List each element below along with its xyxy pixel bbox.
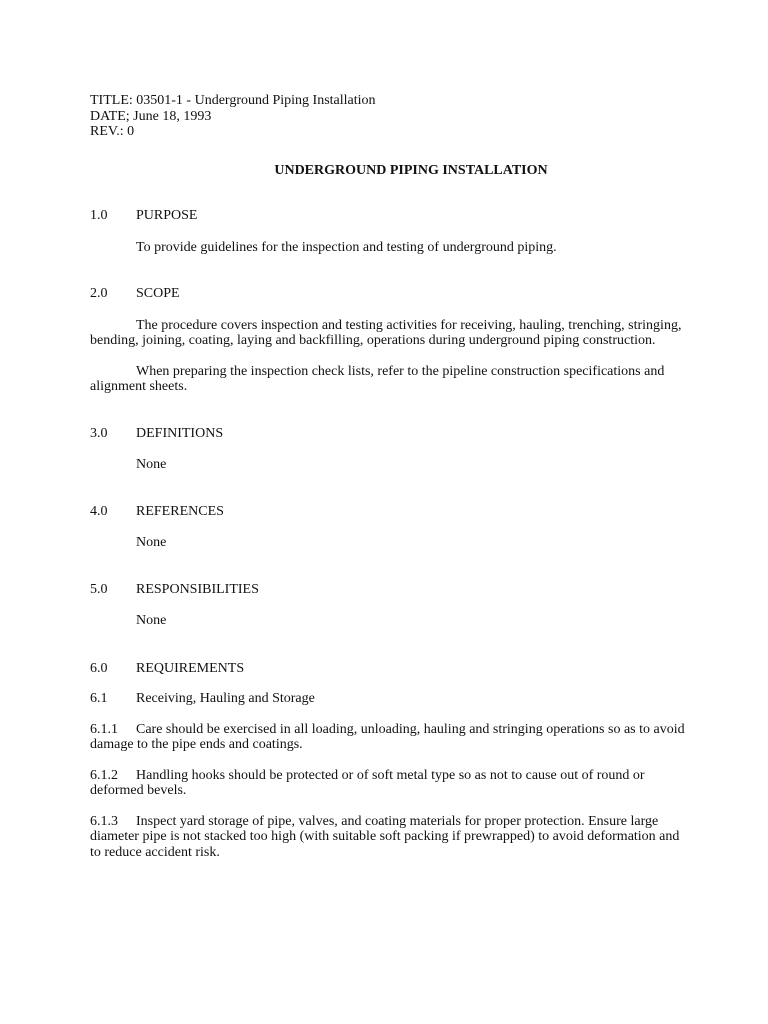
scope-paragraph-2: When preparing the inspection check lists, refer to the pipeline construction specifications and alignment sheets.	[90, 363, 665, 394]
references-text: None	[136, 535, 167, 550]
section-heading-definitions	[90, 426, 690, 442]
requirement-item-6-1-2	[90, 768, 690, 799]
section-number: 2.0	[90, 286, 108, 301]
section-title: SCOPE	[136, 286, 180, 301]
section-number: 1.0	[90, 208, 108, 223]
header-rev-line: REV.: 0	[90, 124, 135, 139]
responsibilities-text: None	[136, 613, 167, 628]
item-number: 6.1.2	[90, 767, 118, 783]
subsection-title: Receiving, Hauling and Storage	[136, 691, 315, 706]
section-title: PURPOSE	[136, 208, 198, 223]
document-title: UNDERGROUND PIPING INSTALLATION	[274, 162, 548, 178]
item-text: Handling hooks should be protected or of soft metal type so as not to cause out of round or deformed bevels.	[90, 767, 645, 798]
section-number: 4.0	[90, 503, 108, 519]
header-date-line: DATE; June 18, 1993	[90, 108, 212, 124]
purpose-text: To provide guidelines for the inspection and testing of underground piping.	[136, 239, 557, 255]
subsection-heading-receiving	[90, 691, 690, 707]
section-number: 5.0	[90, 581, 108, 597]
item-number: 6.1.3	[90, 813, 118, 829]
section-title: REFERENCES	[136, 503, 224, 519]
item-text: Inspect yard storage of pipe, valves, and coating materials for proper protection. Ensure large diameter pipe is not stacked too high (with suitable soft packing if prewrapped) to avoid deformation and to reduce accident risk.	[90, 813, 680, 860]
section-heading-purpose	[90, 208, 690, 224]
section-title: DEFINITIONS	[136, 425, 224, 441]
requirement-item-6-1-1	[90, 722, 690, 753]
document-page	[90, 93, 690, 860]
section-title: REQUIREMENTS	[136, 660, 245, 676]
section-heading-scope	[90, 286, 690, 302]
item-text: Care should be exercised in all loading, unloading, hauling and stringing operations so as to avoid damage to the pipe ends and coatings.	[90, 721, 685, 752]
subsection-number: 6.1	[90, 691, 108, 706]
section-number: 6.0	[90, 660, 108, 676]
definitions-text: None	[136, 457, 167, 472]
section-number: 3.0	[90, 425, 108, 441]
requirement-item-6-1-3	[90, 814, 690, 861]
scope-paragraph-1: The procedure covers inspection and testing activities for receiving, hauling, trenching, stringing, bending, joining, coating, laying and backfilling, operations during underground piping construction.	[90, 317, 682, 348]
document-header	[90, 93, 690, 140]
item-number: 6.1.1	[90, 721, 118, 737]
header-title-line: TITLE: 03501-1 - Underground Piping Installation	[90, 93, 376, 108]
section-title: RESPONSIBILITIES	[136, 581, 259, 597]
section-heading-references	[90, 504, 690, 520]
section-heading-requirements	[90, 661, 690, 677]
section-heading-responsibilities	[90, 582, 690, 598]
